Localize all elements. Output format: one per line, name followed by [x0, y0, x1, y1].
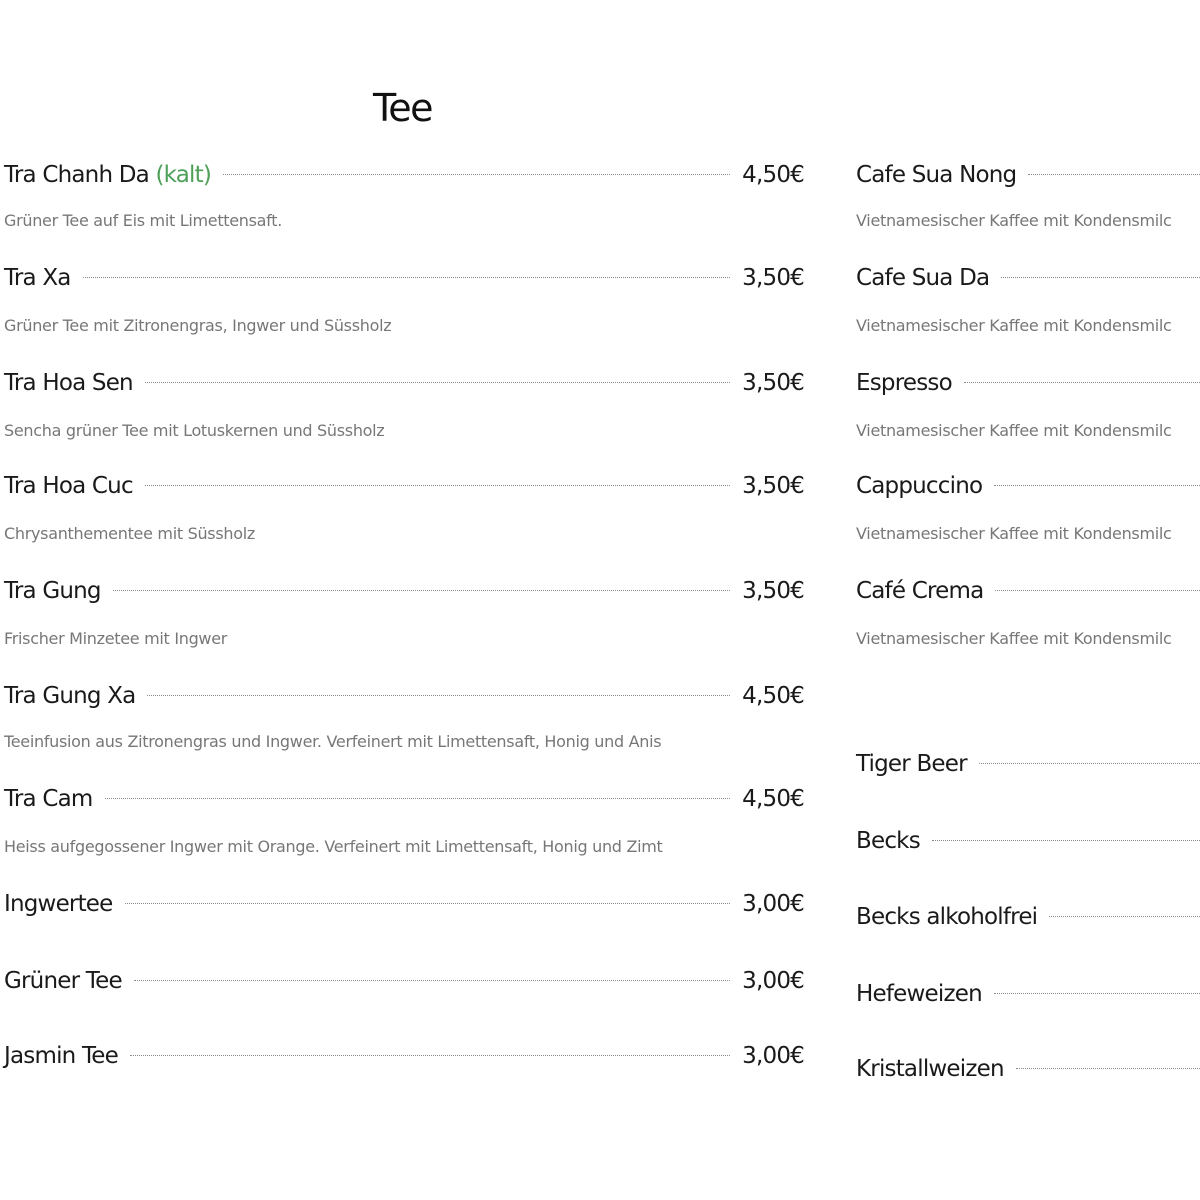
menu-item-cafe-sua-nong	[856, 162, 1200, 188]
item-name: Tiger Beer	[856, 751, 967, 777]
item-price: 3,00€	[742, 891, 804, 917]
item-name: Becks	[856, 828, 920, 854]
item-description: Chrysanthementee mit Süssholz	[4, 524, 255, 543]
item-name: Cafe Sua Da	[856, 265, 990, 291]
dotted-leader	[145, 485, 730, 486]
dotted-leader	[113, 590, 730, 591]
item-description: Vietnamesischer Kaffee mit Kondensmilc	[856, 421, 1172, 440]
item-price: 4,50€	[742, 683, 804, 709]
item-price: 3,50€	[742, 473, 804, 499]
item-description: Grüner Tee auf Eis mit Limettensaft.	[4, 211, 282, 230]
item-price: 3,00€	[742, 1043, 804, 1069]
item-name: Tra Cam	[4, 786, 93, 812]
menu-item-tra-hoa-sen	[4, 370, 804, 396]
menu-item-tra-hoa-cuc	[4, 473, 804, 499]
menu-item-kristallweizen	[856, 1056, 1200, 1082]
menu-item-jasmin-tee	[4, 1043, 804, 1069]
dotted-leader	[130, 1055, 730, 1056]
menu-item-becks-alkoholfrei	[856, 904, 1200, 930]
item-price: 3,50€	[742, 265, 804, 291]
item-price: 4,50€	[742, 162, 804, 188]
dotted-leader	[964, 382, 1200, 383]
item-name: Tra Gung	[4, 578, 101, 604]
tea-section-title: Tee	[373, 86, 433, 130]
item-name: Grüner Tee	[4, 968, 122, 994]
item-description: Heiss aufgegossener Ingwer mit Orange. Verfeinert mit Limettensaft, Honig und Zimt	[4, 837, 663, 856]
item-name: Tra Hoa Sen	[4, 370, 133, 396]
item-description: Vietnamesischer Kaffee mit Kondensmilc	[856, 211, 1172, 230]
item-name: Hefeweizen	[856, 981, 982, 1007]
menu-item-tra-xa	[4, 265, 804, 291]
dotted-leader	[932, 840, 1200, 841]
dotted-leader	[1049, 916, 1200, 917]
dotted-leader	[994, 993, 1200, 994]
dotted-leader	[147, 695, 730, 696]
item-description: Vietnamesischer Kaffee mit Kondensmilc	[856, 524, 1172, 543]
menu-item-ingwertee	[4, 891, 804, 917]
menu-item-tra-chanh-da	[4, 162, 804, 188]
dotted-leader	[125, 903, 731, 904]
dotted-leader	[134, 980, 730, 981]
item-description: Vietnamesischer Kaffee mit Kondensmilc	[856, 629, 1172, 648]
item-name: Ingwertee	[4, 891, 113, 917]
dotted-leader	[145, 382, 730, 383]
menu-item-hefeweizen	[856, 981, 1200, 1007]
dotted-leader	[1001, 277, 1200, 278]
item-price: 3,50€	[742, 578, 804, 604]
dotted-leader	[105, 798, 731, 799]
item-price: 4,50€	[742, 786, 804, 812]
dotted-leader	[995, 590, 1200, 591]
item-name: Tra Gung Xa	[4, 683, 136, 709]
menu-item-cafe-sua-da	[856, 265, 1200, 291]
menu-item-tiger-beer	[856, 751, 1200, 777]
item-description: Teeinfusion aus Zitronengras und Ingwer. Verfeinert mit Limettensaft, Honig und Anis	[4, 732, 662, 751]
item-name: Becks alkoholfrei	[856, 904, 1038, 930]
dotted-leader	[83, 277, 731, 278]
item-note: (kalt)	[155, 162, 212, 188]
item-description: Grüner Tee mit Zitronengras, Ingwer und Süssholz	[4, 316, 392, 335]
item-name: Tra Hoa Cuc	[4, 473, 133, 499]
item-price: 3,00€	[742, 968, 804, 994]
item-description: Sencha grüner Tee mit Lotuskernen und Süssholz	[4, 421, 385, 440]
menu-item-cafe-crema	[856, 578, 1200, 604]
dotted-leader	[223, 174, 730, 175]
item-price: 3,50€	[742, 370, 804, 396]
menu-item-gruener-tee	[4, 968, 804, 994]
item-name: Tra Xa	[4, 265, 71, 291]
menu-item-tra-gung	[4, 578, 804, 604]
item-description: Frischer Minzetee mit Ingwer	[4, 629, 228, 648]
item-name: Tra Chanh Da	[4, 162, 149, 188]
item-description: Vietnamesischer Kaffee mit Kondensmilc	[856, 316, 1172, 335]
item-name: Kristallweizen	[856, 1056, 1004, 1082]
dotted-leader	[994, 485, 1200, 486]
item-name: Jasmin Tee	[4, 1043, 118, 1069]
item-name: Cafe Sua Nong	[856, 162, 1017, 188]
item-name: Cappuccino	[856, 473, 983, 499]
dotted-leader	[979, 763, 1200, 764]
item-name: Espresso	[856, 370, 952, 396]
menu-item-cappuccino	[856, 473, 1200, 499]
menu-item-becks	[856, 828, 1200, 854]
item-name: Café Crema	[856, 578, 984, 604]
menu-item-espresso	[856, 370, 1200, 396]
menu-item-tra-cam	[4, 786, 804, 812]
dotted-leader	[1016, 1068, 1200, 1069]
menu-item-tra-gung-xa	[4, 683, 804, 709]
dotted-leader	[1028, 174, 1200, 175]
